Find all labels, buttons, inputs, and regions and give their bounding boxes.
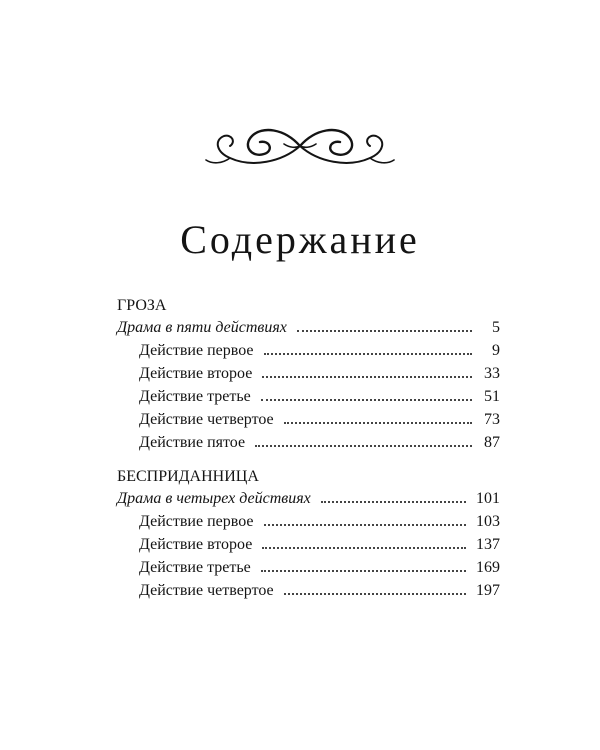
- toc-entry[interactable]: [139, 362, 500, 385]
- dot-leader: [261, 399, 472, 401]
- entry-label: Действие первое: [139, 341, 254, 359]
- flourish-ornament-icon: [200, 118, 400, 174]
- dot-leader: [262, 376, 472, 378]
- page-number: 101: [476, 489, 500, 507]
- page-number: 51: [484, 387, 500, 405]
- toc-entry[interactable]: [139, 408, 500, 431]
- entry-label: Действие третье: [139, 387, 251, 405]
- page-number: 137: [476, 535, 500, 553]
- dot-leader: [297, 330, 472, 332]
- dot-leader: [321, 501, 466, 503]
- entry-label: Действие второе: [139, 535, 253, 553]
- toc-entry[interactable]: [139, 533, 500, 556]
- entry-label: Действие второе: [139, 364, 253, 382]
- toc-entry[interactable]: [139, 510, 500, 533]
- page-number: 73: [484, 410, 500, 428]
- entry-label: Действие четвертое: [139, 581, 274, 599]
- section-subtitle: Драма в четырех действиях: [117, 489, 311, 507]
- table-of-contents: [117, 296, 500, 602]
- dot-leader: [255, 445, 472, 447]
- page-number: 197: [476, 581, 500, 599]
- toc-entry[interactable]: [139, 385, 500, 408]
- section-subtitle-row[interactable]: [117, 316, 500, 339]
- entry-label: Действие первое: [139, 512, 254, 530]
- section-subtitle: Драма в пяти действиях: [117, 318, 287, 336]
- entry-label: Действие пятое: [139, 433, 246, 451]
- dot-leader: [261, 570, 466, 572]
- entry-label: Действие третье: [139, 558, 251, 576]
- section-subtitle-row[interactable]: [117, 487, 500, 510]
- page-number: 5: [492, 318, 500, 336]
- dot-leader: [264, 353, 473, 355]
- page-number: 87: [484, 433, 500, 451]
- dot-leader: [262, 547, 466, 549]
- toc-entry[interactable]: [139, 579, 500, 602]
- dot-leader: [284, 422, 472, 424]
- page-title: Содержание: [180, 217, 420, 262]
- toc-entry[interactable]: [139, 431, 500, 454]
- dot-leader: [264, 524, 467, 526]
- page-number: 169: [476, 558, 500, 576]
- toc-entry[interactable]: [139, 339, 500, 362]
- dot-leader: [284, 593, 466, 595]
- toc-entry[interactable]: [139, 556, 500, 579]
- page-number: 103: [476, 512, 500, 530]
- page-number: 9: [492, 341, 500, 359]
- section-title: БЕСПРИДАННИЦА: [117, 468, 259, 485]
- entry-label: Действие четвертое: [139, 410, 274, 428]
- page-number: 33: [484, 364, 500, 382]
- section-title: ГРОЗА: [117, 297, 167, 314]
